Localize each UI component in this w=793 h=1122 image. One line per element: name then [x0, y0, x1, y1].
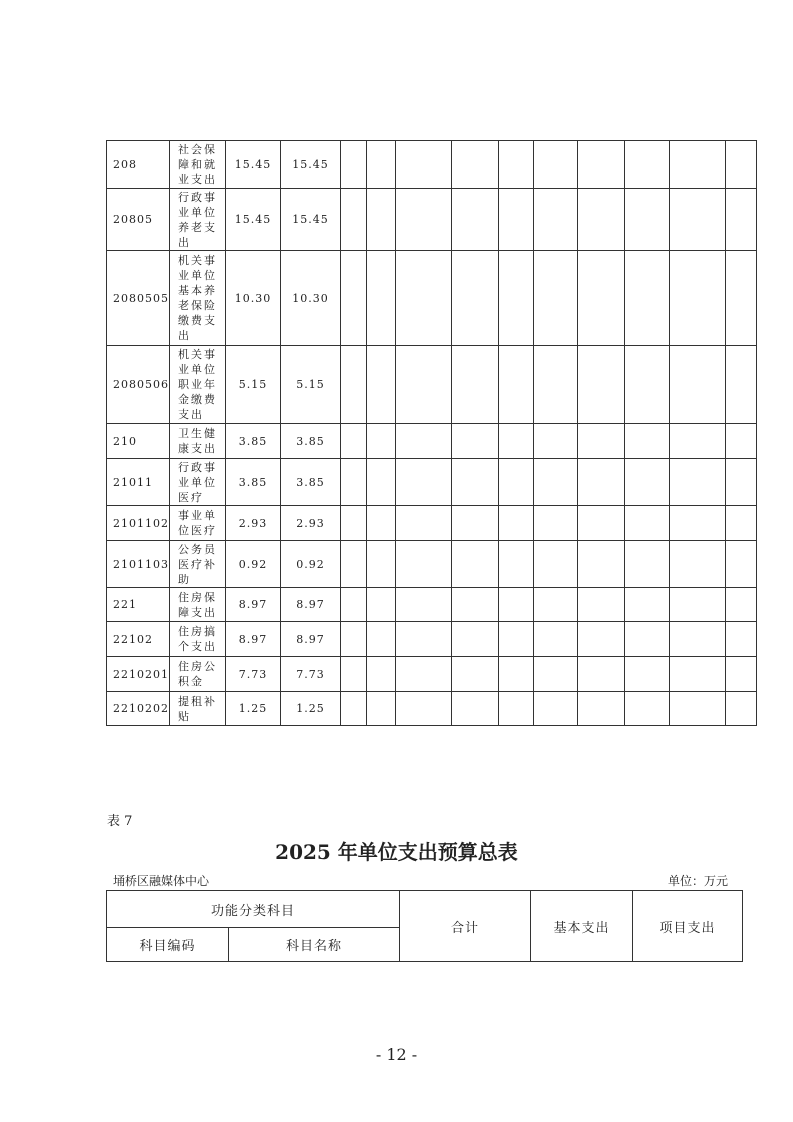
empty-cell	[499, 588, 534, 622]
header-basic: 基本支出	[531, 891, 633, 962]
row-code: 2080506	[107, 346, 170, 424]
row-code: 20805	[107, 189, 170, 251]
row-name: 事业单位医疗	[170, 506, 226, 541]
row-code: 2101102	[107, 506, 170, 541]
empty-cell	[452, 459, 499, 506]
empty-cell	[625, 692, 670, 726]
empty-cell	[534, 692, 578, 726]
empty-cell	[341, 622, 367, 657]
row-basic: 10.30	[281, 251, 341, 346]
empty-cell	[578, 459, 625, 506]
empty-cell	[396, 251, 452, 346]
row-total: 1.25	[226, 692, 281, 726]
empty-cell	[452, 622, 499, 657]
header-category: 功能分类科目	[107, 891, 400, 928]
empty-cell	[534, 189, 578, 251]
empty-cell	[625, 346, 670, 424]
empty-cell	[367, 622, 396, 657]
row-code: 2210202	[107, 692, 170, 726]
row-basic: 3.85	[281, 459, 341, 506]
empty-cell	[396, 189, 452, 251]
empty-cell	[670, 251, 726, 346]
row-name: 住房搞个支出	[170, 622, 226, 657]
empty-cell	[452, 588, 499, 622]
header-name: 科目名称	[229, 928, 400, 962]
empty-cell	[578, 251, 625, 346]
empty-cell	[670, 657, 726, 692]
table-row	[107, 189, 757, 251]
row-basic: 8.97	[281, 622, 341, 657]
empty-cell	[499, 622, 534, 657]
empty-cell	[452, 657, 499, 692]
empty-cell	[726, 541, 757, 588]
empty-cell	[670, 622, 726, 657]
row-basic: 7.73	[281, 657, 341, 692]
empty-cell	[625, 622, 670, 657]
empty-cell	[726, 506, 757, 541]
empty-cell	[534, 346, 578, 424]
empty-cell	[341, 506, 367, 541]
row-total: 8.97	[226, 588, 281, 622]
row-code: 210	[107, 424, 170, 459]
empty-cell	[625, 506, 670, 541]
empty-cell	[367, 506, 396, 541]
empty-cell	[578, 141, 625, 189]
page-number: - 12 -	[375, 1045, 418, 1064]
row-name: 机关事业单位职业年金缴费支出	[170, 346, 226, 424]
empty-cell	[670, 588, 726, 622]
empty-cell	[534, 506, 578, 541]
empty-cell	[452, 346, 499, 424]
row-code: 2080505	[107, 251, 170, 346]
empty-cell	[534, 424, 578, 459]
table-label: 表 7	[107, 814, 133, 829]
empty-cell	[578, 189, 625, 251]
empty-cell	[670, 459, 726, 506]
empty-cell	[499, 189, 534, 251]
empty-cell	[396, 141, 452, 189]
empty-cell	[578, 622, 625, 657]
row-total: 0.92	[226, 541, 281, 588]
empty-cell	[726, 588, 757, 622]
empty-cell	[625, 424, 670, 459]
row-name: 卫生健康支出	[170, 424, 226, 459]
empty-cell	[534, 141, 578, 189]
row-basic: 2.93	[281, 506, 341, 541]
table-row	[107, 692, 757, 726]
empty-cell	[670, 541, 726, 588]
row-name: 行政事业单位医疗	[170, 459, 226, 506]
empty-cell	[499, 141, 534, 189]
empty-cell	[341, 346, 367, 424]
empty-cell	[396, 541, 452, 588]
table-row	[107, 424, 757, 459]
empty-cell	[670, 692, 726, 726]
empty-cell	[534, 541, 578, 588]
empty-cell	[367, 141, 396, 189]
row-basic: 15.45	[281, 141, 341, 189]
table-row	[107, 588, 757, 622]
empty-cell	[578, 692, 625, 726]
empty-cell	[452, 189, 499, 251]
empty-cell	[670, 189, 726, 251]
empty-cell	[341, 141, 367, 189]
empty-cell	[341, 189, 367, 251]
table-row	[107, 506, 757, 541]
expenditure-summary-table	[106, 890, 743, 962]
table-row	[107, 622, 757, 657]
row-code: 208	[107, 141, 170, 189]
empty-cell	[499, 541, 534, 588]
empty-cell	[726, 657, 757, 692]
empty-cell	[452, 251, 499, 346]
empty-cell	[341, 588, 367, 622]
empty-cell	[726, 459, 757, 506]
row-code: 2210201	[107, 657, 170, 692]
empty-cell	[367, 692, 396, 726]
row-total: 15.45	[226, 141, 281, 189]
empty-cell	[341, 657, 367, 692]
empty-cell	[726, 251, 757, 346]
row-basic: 0.92	[281, 541, 341, 588]
row-total: 2.93	[226, 506, 281, 541]
empty-cell	[670, 346, 726, 424]
empty-cell	[367, 251, 396, 346]
empty-cell	[367, 459, 396, 506]
empty-cell	[367, 588, 396, 622]
empty-cell	[499, 459, 534, 506]
table-row	[107, 141, 757, 189]
empty-cell	[499, 424, 534, 459]
empty-cell	[625, 588, 670, 622]
row-total: 8.97	[226, 622, 281, 657]
empty-cell	[396, 657, 452, 692]
empty-cell	[534, 588, 578, 622]
row-total: 3.85	[226, 424, 281, 459]
empty-cell	[452, 506, 499, 541]
empty-cell	[367, 346, 396, 424]
row-name: 住房公积金	[170, 657, 226, 692]
row-code: 21011	[107, 459, 170, 506]
empty-cell	[578, 588, 625, 622]
row-name: 社会保障和就业支出	[170, 141, 226, 189]
table-row	[107, 459, 757, 506]
empty-cell	[534, 622, 578, 657]
empty-cell	[578, 346, 625, 424]
empty-cell	[396, 506, 452, 541]
empty-cell	[367, 189, 396, 251]
row-total: 15.45	[226, 189, 281, 251]
table-row	[107, 346, 757, 424]
row-basic: 5.15	[281, 346, 341, 424]
empty-cell	[452, 541, 499, 588]
empty-cell	[726, 141, 757, 189]
row-name: 提租补贴	[170, 692, 226, 726]
empty-cell	[367, 541, 396, 588]
table-row	[107, 657, 757, 692]
empty-cell	[625, 657, 670, 692]
empty-cell	[396, 459, 452, 506]
empty-cell	[670, 506, 726, 541]
empty-cell	[341, 459, 367, 506]
empty-cell	[452, 141, 499, 189]
empty-cell	[499, 692, 534, 726]
row-basic: 15.45	[281, 189, 341, 251]
row-basic: 3.85	[281, 424, 341, 459]
row-total: 10.30	[226, 251, 281, 346]
empty-cell	[625, 251, 670, 346]
empty-cell	[726, 189, 757, 251]
empty-cell	[367, 424, 396, 459]
empty-cell	[726, 424, 757, 459]
empty-cell	[578, 506, 625, 541]
empty-cell	[396, 424, 452, 459]
empty-cell	[341, 251, 367, 346]
empty-cell	[499, 506, 534, 541]
empty-cell	[396, 692, 452, 726]
empty-cell	[341, 541, 367, 588]
empty-cell	[341, 424, 367, 459]
empty-cell	[367, 657, 396, 692]
budget-table-continued	[106, 140, 757, 726]
header-total: 合计	[400, 891, 531, 962]
empty-cell	[670, 141, 726, 189]
empty-cell	[396, 346, 452, 424]
table-title: 2025 年单位支出预算总表	[275, 840, 518, 864]
empty-cell	[452, 692, 499, 726]
empty-cell	[534, 657, 578, 692]
empty-cell	[341, 692, 367, 726]
empty-cell	[499, 346, 534, 424]
empty-cell	[625, 541, 670, 588]
empty-cell	[499, 657, 534, 692]
empty-cell	[670, 424, 726, 459]
row-name: 住房保障支出	[170, 588, 226, 622]
table-row	[107, 251, 757, 346]
empty-cell	[396, 588, 452, 622]
empty-cell	[534, 251, 578, 346]
empty-cell	[625, 459, 670, 506]
row-basic: 8.97	[281, 588, 341, 622]
empty-cell	[578, 424, 625, 459]
empty-cell	[578, 657, 625, 692]
organization-name: 埇桥区融媒体中心	[113, 874, 210, 888]
empty-cell	[625, 141, 670, 189]
empty-cell	[726, 346, 757, 424]
unit-label: 单位：万元	[668, 874, 729, 888]
row-total: 7.73	[226, 657, 281, 692]
empty-cell	[396, 622, 452, 657]
empty-cell	[452, 424, 499, 459]
empty-cell	[726, 692, 757, 726]
header-code: 科目编码	[107, 928, 229, 962]
row-total: 5.15	[226, 346, 281, 424]
row-name: 机关事业单位基本养老保险缴费支出	[170, 251, 226, 346]
empty-cell	[625, 189, 670, 251]
row-name: 公务员医疗补助	[170, 541, 226, 588]
empty-cell	[499, 251, 534, 346]
row-code: 2101103	[107, 541, 170, 588]
row-name: 行政事业单位养老支出	[170, 189, 226, 251]
table-row	[107, 541, 757, 588]
empty-cell	[578, 541, 625, 588]
row-code: 22102	[107, 622, 170, 657]
empty-cell	[534, 459, 578, 506]
row-basic: 1.25	[281, 692, 341, 726]
header-project: 项目支出	[633, 891, 743, 962]
empty-cell	[726, 622, 757, 657]
row-code: 221	[107, 588, 170, 622]
row-total: 3.85	[226, 459, 281, 506]
